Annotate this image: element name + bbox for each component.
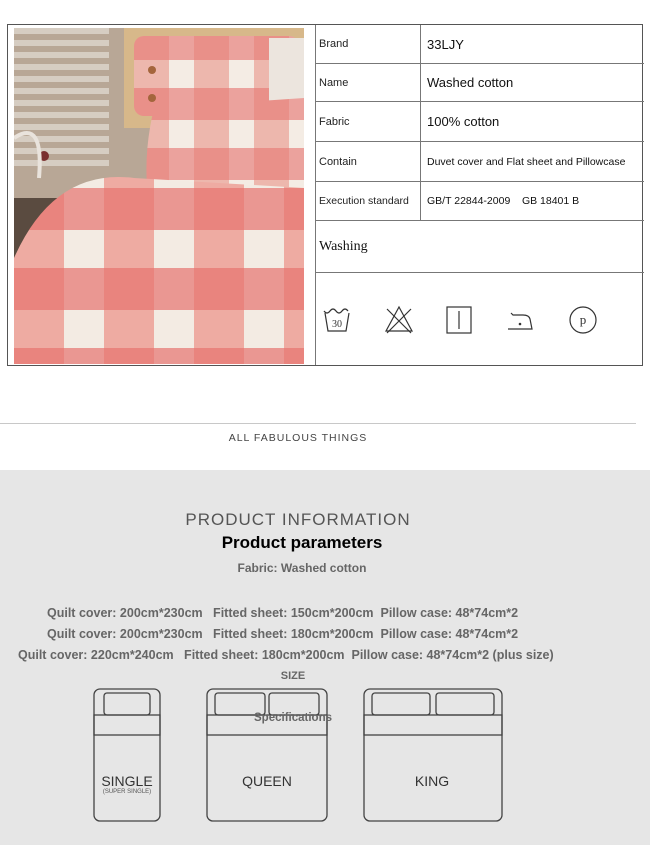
spec-row-standard — [316, 182, 644, 221]
washing-label: Washing — [319, 238, 368, 254]
spec-grid — [315, 25, 644, 365]
bedding-photo-illustration — [14, 28, 304, 364]
washing-icons — [316, 273, 644, 365]
fabric-value: 100% cotton — [420, 102, 499, 141]
standard-value: GB/T 22844-2009 GB 18401 B — [420, 182, 579, 220]
standard-label: Execution standard — [319, 195, 409, 207]
brand-value: 33LJY — [420, 25, 464, 63]
spec-row-fabric — [316, 102, 644, 142]
dry-clean-letter: p — [579, 312, 587, 327]
spec-row-name — [316, 64, 644, 102]
spec-row-contain — [316, 142, 644, 182]
single-bed-icon — [90, 685, 170, 825]
product-photo — [14, 28, 304, 364]
product-info-panel — [0, 470, 650, 845]
size-line-1: Quilt cover: 200cm*230cm Fitted sheet: 150cm*200cm Pillow case: 48*74cm*2 — [47, 606, 519, 620]
contain-label: Contain — [319, 155, 357, 168]
spec-table — [7, 24, 643, 366]
wash-30-icon — [322, 303, 352, 337]
low-iron-icon — [505, 303, 535, 337]
size-line-2: Quilt cover: 200cm*230cm Fitted sheet: 180cm*200cm Pillow case: 48*74cm*2 — [47, 627, 519, 641]
line-dry-icon — [444, 303, 474, 337]
spec-row-washing — [316, 221, 644, 273]
name-label: Name — [319, 76, 349, 89]
size-line-3: Quilt cover: 220cm*240cm Fitted sheet: 180cm*200cm Pillow case: 48*74cm*2 (plus size) — [18, 648, 554, 662]
wash-temp: 30 — [332, 319, 342, 330]
brand-label: Brand — [319, 38, 349, 50]
fabric-line: Fabric: Washed cotton — [237, 561, 367, 575]
bed-single-label: SINGLE — [101, 773, 153, 789]
no-bleach-icon — [384, 303, 414, 337]
king-bed-icon — [360, 685, 505, 825]
section-divider — [0, 423, 636, 424]
params-title: Product parameters — [221, 533, 383, 552]
spec-row-brand — [316, 25, 644, 64]
bed-king — [360, 685, 505, 825]
size-label: SIZE — [280, 670, 306, 682]
bed-queen-label: QUEEN — [242, 773, 292, 789]
queen-bed-icon — [203, 685, 333, 825]
section-title: PRODUCT INFORMATION — [185, 510, 411, 529]
tagline: ALL FABULOUS THINGS — [228, 432, 368, 444]
bed-queen — [203, 685, 333, 825]
bed-single — [90, 685, 170, 825]
contain-value: Duvet cover and Flat sheet and Pillowcase — [420, 142, 625, 181]
bed-king-label: KING — [414, 773, 450, 789]
fabric-label: Fabric — [319, 115, 350, 128]
bed-single-sub: (SUPER SINGLE) — [102, 789, 152, 795]
dry-clean-p-icon — [568, 303, 598, 337]
specifications-label: Specifications — [254, 712, 332, 724]
name-value: Washed cotton — [420, 64, 513, 101]
